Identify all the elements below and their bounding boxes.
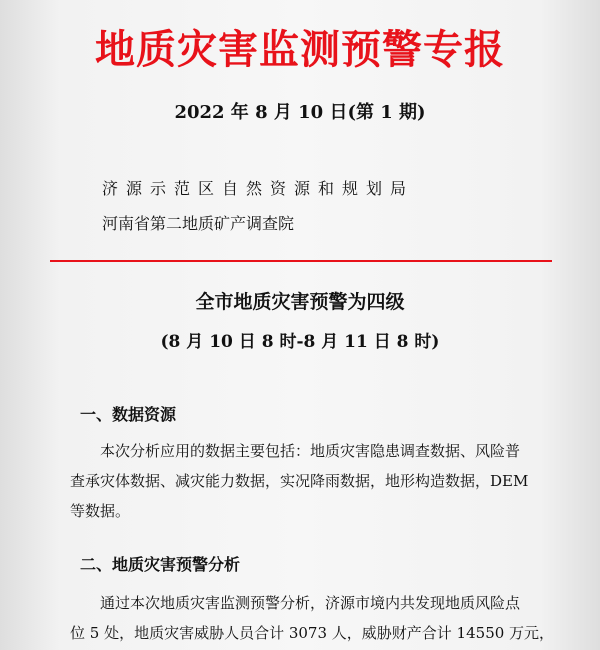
warning-period: (8 月 10 日 8 时-8 月 11 日 8 时) <box>160 332 440 352</box>
paragraph-line: 通过本次地质灾害监测预警分析，济源市境内共发现地质风险点 <box>100 594 521 612</box>
issue-date: 2022 年 8 月 10 日(第 1 期) <box>174 102 426 123</box>
paragraph-line: 等数据。 <box>70 502 131 520</box>
red-divider <box>50 260 552 262</box>
section-paragraph <box>70 588 555 648</box>
paragraph-line: 位 5 处，地质灾害威胁人员合计 3073 人，威胁财产合计 14550 万元， <box>70 624 555 642</box>
issuer-name: 济源示范区自然资源和规划局 <box>102 179 415 198</box>
paragraph-line: 查承灾体数据、减灾能力数据，实况降雨数据，地形构造数据，DEM <box>70 472 529 490</box>
report-masthead: 地质灾害监测预警专报 <box>95 27 505 73</box>
paragraph-line: 本次分析应用的数据主要包括：地质灾害隐患调查数据、风险普 <box>100 442 521 460</box>
section-paragraph <box>70 436 550 526</box>
section-heading: 一、数据资源 <box>80 405 177 424</box>
section-heading: 二、地质灾害预警分析 <box>80 555 241 574</box>
warning-headline: 全市地质灾害预警为四级 <box>195 291 405 313</box>
issuer-name: 河南省第二地质矿产调查院 <box>102 214 295 233</box>
